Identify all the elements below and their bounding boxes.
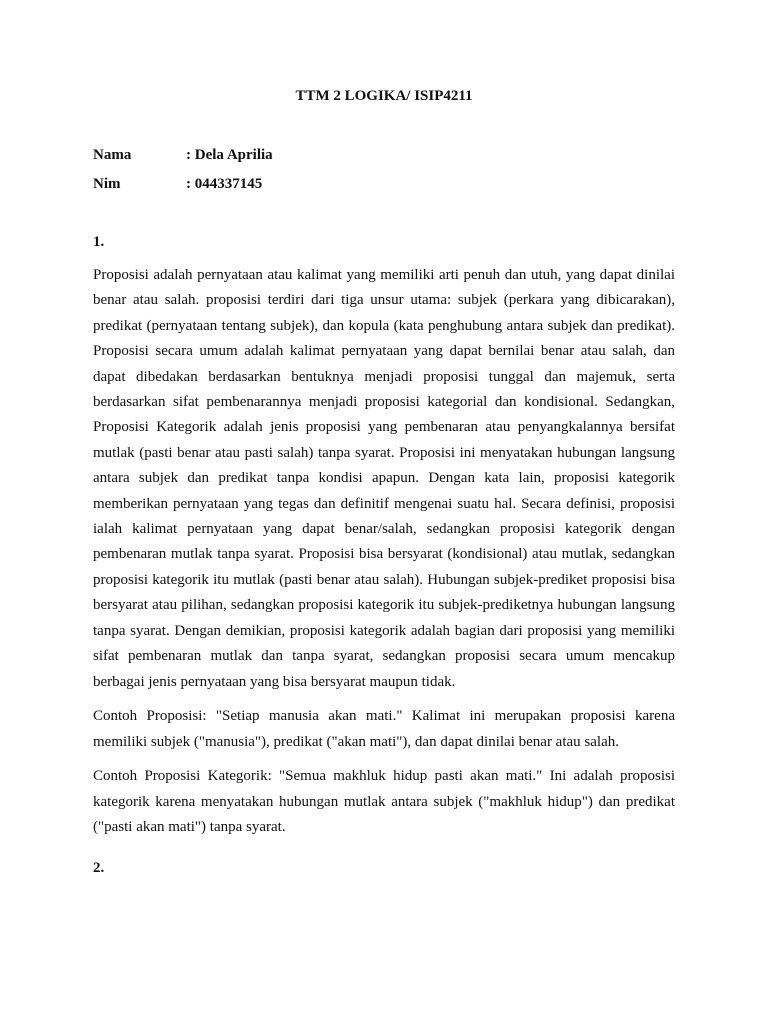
paragraph-example-kategorik: Contoh Proposisi Kategorik: "Semua makhluk hidup pasti akan mati." Ini adalah proposisi kategorik karena menyatakan hubungan mutlak antara subjek ("makhluk hidup") dan predikat ("pasti akan mati") tanpa syarat. (93, 768, 675, 836)
paragraph-definition: Proposisi adalah pernyataan atau kalimat yang memiliki arti penuh dan utuh, yang dapat dinilai benar atau salah. proposisi terdiri dari tiga unsur utama: subjek (perkara yang dibicarakan), predikat (pernyataan tentang subjek), dan kopula (kata penghubung antara subjek dan predikat). Proposisi secara umum adalah kalimat pernyataan yang dapat bernilai benar atau salah, dan dapat dibedakan berdasarkan bentuknya menjadi proposisi tunggal dan majemuk, serta berdasarkan sifat pembenarannya menjadi proposisi kategorial dan kondisional. Sedangkan, Proposisi Kategorik adalah jenis proposisi yang pembenaran atau penyangkalannya bersifat mutlak (pasti benar atau pasti salah) tanpa syarat. Proposisi ini menyatakan hubungan langsung antara subjek dan predikat tanpa kondisi apapun. Dengan kata lain, proposisi kategorik memberikan pernyataan yang tegas dan definitif mengenai suatu hal. Secara definisi, proposisi ialah kalimat pernyataan yang dapat benar/salah, sedangkan proposisi kategorik dengan pembenaran mutlak tanpa syarat. Proposisi bisa bersyarat (kondisional) atau mutlak, sedangkan proposisi kategorik itu mutlak (pasti benar atau salah). Hubungan subjek-prediket proposisi bisa bersyarat atau pilihan, sedangkan proposisi kategorik itu subjek-prediketnya hubungan langsung tanpa syarat. Dengan demikian, proposisi kategorik adalah bagian dari proposisi yang memiliki sifat pembenaran mutlak dan tanpa syarat, sedangkan proposisi secara umum mencakup berbagai jenis pernyataan yang bisa bersyarat maupun tidak. (93, 267, 675, 690)
document-title: TTM 2 LOGIKA/ ISIP4211 (295, 88, 473, 104)
nim-value: : 044337145 (186, 176, 263, 192)
paragraph-example-proposisi: Contoh Proposisi: "Setiap manusia akan mati." Kalimat ini merupakan proposisi karena memiliki subjek ("manusia"), predikat ("akan mati"), dan dapat dinilai benar atau salah. (93, 708, 675, 750)
name-value: : Dela Aprilia (186, 147, 273, 163)
section-1-heading: 1. (93, 234, 105, 250)
nim-label: Nim (93, 176, 121, 192)
name-label: Nama (93, 147, 132, 163)
section-2-heading: 2. (93, 860, 105, 876)
